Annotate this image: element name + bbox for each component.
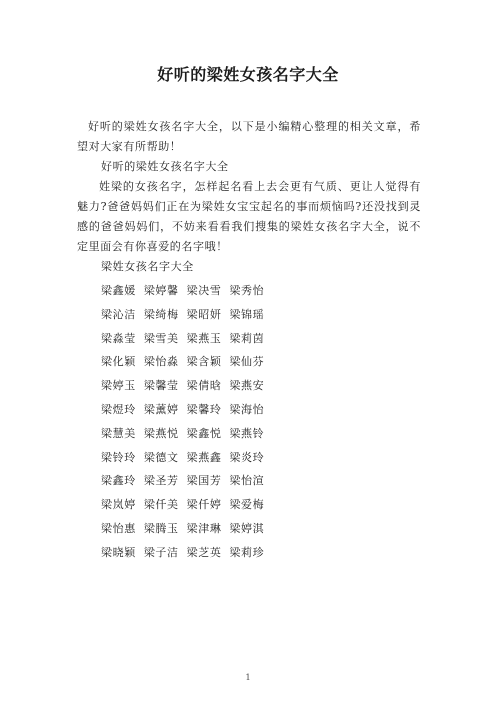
name-entry: 梁煜玲 xyxy=(101,402,136,416)
name-entry: 梁薰婷 xyxy=(143,402,179,416)
name-entry: 梁淼莹 xyxy=(101,331,136,345)
page-number: 1 xyxy=(245,673,251,682)
name-entry: 梁圣芳 xyxy=(143,474,179,488)
name-entry: 梁怡淼 xyxy=(143,355,179,369)
name-entry: 梁化颖 xyxy=(101,355,136,369)
name-row xyxy=(77,303,421,327)
name-row xyxy=(77,422,421,446)
name-entry: 梁鑫悦 xyxy=(186,426,222,440)
name-entry: 梁腾玉 xyxy=(143,521,179,535)
name-entry: 梁婷玉 xyxy=(101,379,136,393)
name-entry: 梁莉珍 xyxy=(229,545,265,559)
name-entry: 梁怡渲 xyxy=(229,474,265,488)
name-entry: 梁昭妍 xyxy=(186,307,222,321)
name-entry: 梁燕铃 xyxy=(229,426,265,440)
document-title: 好听的梁姓女孩名字大全 xyxy=(157,65,339,84)
name-entry: 梁慧美 xyxy=(101,426,136,440)
name-entry: 梁芝英 xyxy=(186,545,222,559)
name-entry: 梁炎玲 xyxy=(229,450,265,464)
name-row xyxy=(77,398,421,422)
name-entry: 梁国芳 xyxy=(186,474,222,488)
document-body xyxy=(77,117,421,565)
name-entry: 梁含颖 xyxy=(186,355,222,369)
name-entry: 梁馨玲 xyxy=(186,402,222,416)
name-entry: 梁婷馨 xyxy=(143,284,179,297)
name-entry: 梁绮梅 xyxy=(143,307,179,321)
name-entry: 梁德文 xyxy=(143,450,179,464)
name-entry: 梁晓颖 xyxy=(101,545,136,559)
name-entry: 梁岚婷 xyxy=(101,498,136,512)
name-entry: 梁子洁 xyxy=(143,545,179,559)
name-entry: 梁莉茵 xyxy=(229,331,265,345)
name-entry: 梁倩晗 xyxy=(186,379,222,393)
name-entry: 梁馨莹 xyxy=(143,379,179,393)
name-row xyxy=(77,493,421,517)
name-row xyxy=(77,541,421,565)
names-list xyxy=(77,279,421,565)
name-row xyxy=(77,279,421,303)
name-entry: 梁沁洁 xyxy=(101,307,136,321)
name-row xyxy=(77,350,421,374)
body-paragraph: 姓梁的女孩名字，怎样起名看上去会更有气质、更让人觉得有魅力?爸爸妈妈们正在为梁姓女宝宝起名的事而烦恼吗?还没找到灵感的爸爸妈妈们，不妨来看看我们搜集的梁姓女孩名字大全，说不定里面会有你喜爱的名字哦！ xyxy=(77,180,421,253)
name-entry: 梁仙芬 xyxy=(229,355,265,369)
name-entry: 梁津琳 xyxy=(186,521,222,535)
name-entry: 梁雪美 xyxy=(143,331,179,345)
name-entry: 梁铃玲 xyxy=(101,450,136,464)
name-entry: 梁燕鑫 xyxy=(186,450,222,464)
name-row xyxy=(77,469,421,493)
section-heading: 好听的梁姓女孩名字大全 xyxy=(101,160,229,173)
name-entry: 梁鑫媛 xyxy=(101,284,136,297)
name-entry: 梁仟美 xyxy=(143,498,179,512)
name-entry: 梁鑫玲 xyxy=(101,474,136,488)
list-heading: 梁姓女孩名字大全 xyxy=(101,260,194,273)
name-entry: 梁仟婷 xyxy=(186,498,222,512)
name-entry: 梁燕安 xyxy=(229,379,265,393)
name-entry: 梁锦瑶 xyxy=(229,307,265,321)
name-entry: 梁燕悦 xyxy=(143,426,179,440)
name-entry: 梁怡惠 xyxy=(101,521,136,535)
name-entry: 梁秀怡 xyxy=(229,284,265,297)
name-row xyxy=(77,327,421,351)
intro-paragraph: 好听的梁姓女孩名字大全，以下是小编精心整理的相关文章，希望对大家有所帮助！ xyxy=(77,120,421,153)
name-entry: 梁燕玉 xyxy=(186,331,222,345)
name-entry: 梁婷淇 xyxy=(229,521,265,535)
name-row xyxy=(77,446,421,470)
name-row xyxy=(77,517,421,541)
name-entry: 梁海怡 xyxy=(229,402,265,416)
name-entry: 梁爱梅 xyxy=(229,498,265,512)
name-row xyxy=(77,374,421,398)
name-entry: 梁决雪 xyxy=(186,284,222,297)
